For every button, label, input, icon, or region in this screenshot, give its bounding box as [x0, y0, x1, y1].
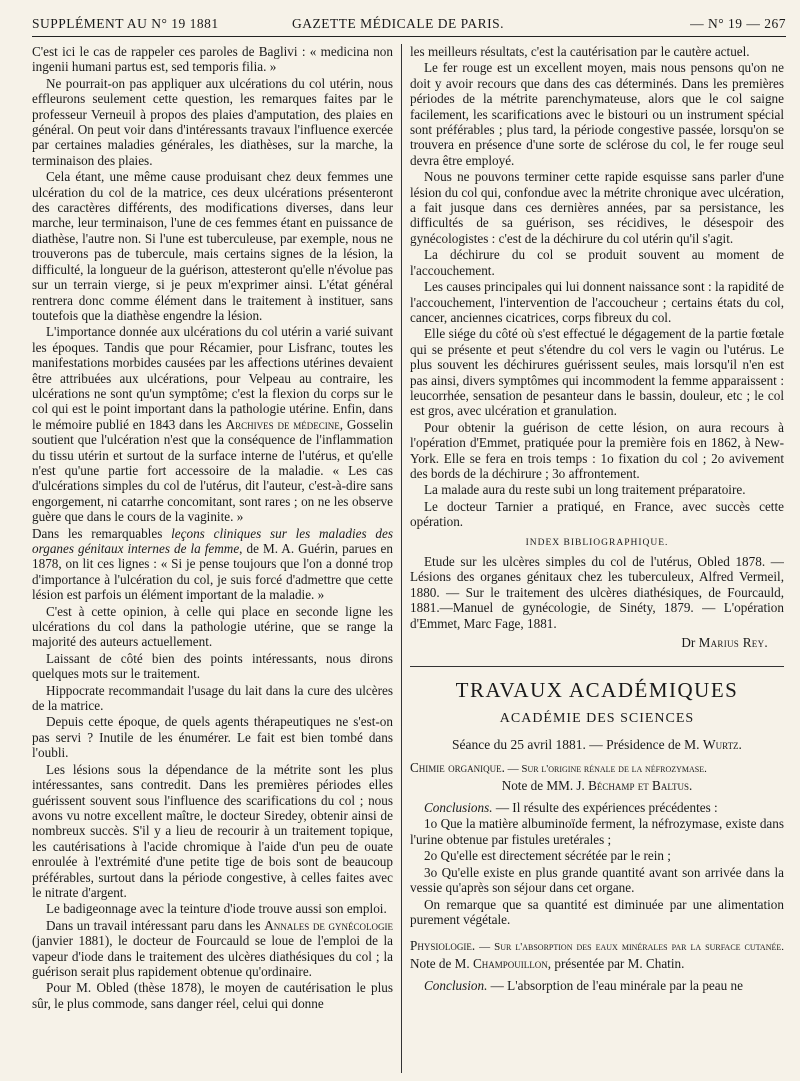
paragraph: C'est à cette opinion, à celle qui place en seconde ligne les ulcérations du col dans la pathologie utérine, que se range la majorité des auteurs actuellement.: [32, 603, 393, 650]
paragraph: Cela étant, une même cause produisant chez deux femmes une ulcération du col de la matrice, ces deux ulcérations présenteront des caractères différents, des modifications diverses, dans leur marche, leur terminaison, l'une de ces femmes étant en puissance de diathèse, l'autre non. Si l'une est tuberculeuse, par exemple, nous ne trouverons pas de tubercule, mais certains signes de la lésion, la difficulté, la longueur de la guérison, attesteront qu'elle n'évolue pas sur un terrain vierge, si je peux m'exprimer ainsi. L'état général rentrera donc comme élément dans le traitement à instituer, sans toutefois que la diathèse engendre la lésion.: [32, 169, 393, 323]
section-title: TRAVAUX ACADÉMIQUES: [455, 678, 739, 703]
paragraph: Elle siége du côté où s'est effectué le dégagement de la partie fœtale qui se présente et peut s'étendre du col vers le vagin ou l'utérus. Le plus souvent les déchirures guérissent seules, mais lorsqu'il n'en est pas ainsi, divers symptômes qui incommodent la femme apparaissent : leucorrhée, sensation de pesanteur dans le bassin, douleur, etc ; le col est gros, avec ulcération et granulation.: [410, 326, 784, 419]
paragraph: La déchirure du col se produit souvent au moment de l'accouchement.: [410, 247, 784, 278]
left-column: [32, 44, 393, 1073]
academy-title: ACADÉMIE DES SCIENCES: [499, 711, 695, 727]
paragraph: Le docteur Tarnier a pratiqué, en France, avec succès cette opération.: [410, 498, 784, 530]
right-column: [410, 44, 784, 1073]
text-run: , Gosselin soutient que l'ulcération n'est que la conséquence de l'inflammation du tissu utérin et surtout de la surface interne de l'utérus, et qu'elle n'est qu'une partie fort accessoire de la maladie. « Les cas d'ulcérations simples du col de l'utérus, dit l'auteur, c'est-à-dire sans engorgement, ni catarrhe concomitant, sont rares ; on ne les observe guère que dans le cours de la vaginite. »: [32, 416, 393, 525]
author-signature: [410, 635, 784, 650]
signature-prefix: Dr: [681, 635, 696, 651]
paragraph: Le fer rouge est un excellent moyen, mais nous pensons qu'on ne doit y avoir recours que dans des cas déterminés. Dans les premières périodes de la métrite parenchymateuse, alors que le col saigne facilement, les scarifications avec le bistouri ou un instrument spécial sont préférables ; plus tard, la période congestive passée, lorsqu'on se trouvera en présence d'une sorte de sclérose du col, le fer rouge seul devra être employé.: [410, 60, 784, 168]
signature-name: Marius Rey.: [698, 635, 768, 651]
author-name: Champouillon: [473, 955, 548, 971]
paragraph: Ne pourrait-on pas appliquer aux ulcérations du col utérin, nous effleurons seulement cette question, les remarques faites par le professeur Verneuil à propos des plaies d'amputation, des plaies en général. On peut voir dans d'intéressants travaux l'influence exercée par certaines maladies générales, les diathèses, sur la marche, la terminaison des plaies.: [32, 75, 393, 168]
section-divider: [410, 666, 784, 667]
header-page-number: — N° 19 — 267: [690, 16, 786, 31]
text-run: , présentée par M. Chatin.: [547, 955, 685, 971]
index-title: INDEX BIBLIOGRAPHIQUE.: [525, 537, 669, 548]
topic-label: Chimie organique.: [410, 760, 505, 776]
paragraph: Depuis cette époque, de quels agents thérapeutiques ne s'est-on pas servi ? Inutile de les énumérer. Le fait est bien tombé dans l'oubli.: [32, 714, 393, 761]
book-title: leçons cliniques sur les maladies des organes génitaux internes de la femme: [32, 525, 393, 556]
paragraph: Laissant de côté bien des points intéressants, nous dirons quelques mots sur le traitement.: [32, 650, 393, 682]
column-divider: [401, 44, 402, 1073]
spacer: [410, 928, 784, 934]
paragraph: 3o Qu'elle existe en plus grande quantité avant son arrivée dans la vessie qu'après son séjour dans cet organe.: [410, 864, 784, 896]
authors: Béchamp et Baltus.: [588, 777, 693, 793]
text-run: L'importance donnée aux ulcérations du col utérin a varié suivant les époques. Tandis que pour Récamier, pour Lisfranc, toutes les manifestations morbides causées par les affections utérines devaient être attribuées aux ulcérations, pour Velpeau au contraire, les ulcérations ne sont qu'un symptôme; c'est la flexion du corps sur le col qui est le point important dans la pathologie utérine. Enfin, dans le mémoire publié en 1843 dans les: [32, 324, 393, 432]
paragraph: On remarque que sa quantité est diminuée par une alimentation purement végétale.: [410, 896, 784, 927]
paragraph: [410, 800, 784, 815]
text-run: — Il résulte des expériences précédentes :: [492, 800, 718, 816]
physio-heading: [410, 938, 784, 971]
chimie-heading: [410, 760, 784, 793]
paragraph: 1o Que la matière albuminoïde ferment, la néfrozymase, existe dans l'urine obtenue par fistules uretérales ;: [410, 816, 784, 847]
paragraph: Les lésions sous la dépendance de la métrite sont les plus intéressantes, sans contredit. Dans les premières périodes elles guérissent souvent sous l'influence des scarifications du col ; nous avons vu notre excellent maître, le docteur Siredey, obtenir ainsi de nombreux succès. S'il y a lieu de recourir à un traitement topique, les cautérisations à l'acide chromique à l'aide d'un peu de ouate enroulée à l'extrémité d'une petite tige de bois sont de beaucoup préférables, surtout dans la période congestive, à celles faites avec le nitrate d'argent.: [32, 761, 393, 900]
paragraph: Pour M. Obled (thèse 1878), le moyen de cautérisation le plus sûr, le plus commode, sans danger réel, celui qui donne: [32, 980, 393, 1011]
bibliography: Etude sur les ulcères simples du col de l'utérus, Obled 1878. — Lésions des organes génitaux chez les tuberculeux, Alfred Vermeil, 1880. — Sur le traitement des ulcères diathésiques, de Fourcauld, 1881.—Manuel de gynécologie, de Sinéty, 1879. — L'opération d'Emmet, Marc Fage, 1881.: [410, 554, 784, 631]
paragraph: Les causes principales qui lui donnent naissance sont : la rapidité de l'accouchement, l'intervention de l'accoucheur ; certains états du col, cancer, anciennes cicatrices, corps fibreux du col.: [410, 279, 784, 325]
text-run: Séance du 25 avril 1881. — Présidence de M.: [452, 736, 700, 752]
paragraph: 2o Qu'elle est directement sécrétée par le rein ;: [424, 848, 671, 864]
text-run: , de M. A. Guérin, parues en 1878, on lit ces lignes : « Si je pense toujours que l'on a donné trop d'importance à l'ulcération du col, je suis forcé d'admettre que cette lésion est parfois un élément important de la maladie. »: [32, 541, 393, 603]
paragraph: [410, 978, 784, 993]
paragraph: Nous ne pouvons terminer cette rapide esquisse sans parler d'une lésion du col qui, confondue avec la métrite chronique avec ulcération, a fait jusque dans ces dernières années, par sa persistance, les difficultés de sa guérison, ses récidives, le désespoir des gynécologistes : c'est de la déchirure du col utérin qu'il s'agit.: [410, 169, 784, 246]
topic-label: Physiologie.: [410, 938, 476, 954]
topic-note: [410, 778, 784, 793]
seance-line: [410, 737, 784, 752]
header-journal-title: GAZETTE MÉDICALE DE PARIS.: [292, 16, 504, 31]
text-run: (janvier 1881), le docteur de Fourcauld se loue de l'emploi de la vapeur d'iode dans le traitement des ulcères diathésiques du col ; la guérison serait plus rapidement obtenue qu'ordinaire.: [32, 933, 393, 979]
paragraph: Hippocrate recommandait l'usage du lait dans la cure des ulcères de la matrice.: [32, 682, 393, 714]
paragraph: [32, 324, 393, 524]
paragraph: La malade aura du reste subi un long traitement préparatoire.: [424, 482, 746, 498]
header-supplement: SUPPLÉMENT AU N° 19 1881: [32, 16, 219, 31]
paragraph: [32, 526, 393, 603]
journal-name: Annales de gynécologie: [264, 917, 393, 933]
topic-title: — Sur l'absorption des eaux minérales par la surface cutanée.: [475, 941, 784, 954]
paragraph: Pour obtenir la guérison de cette lésion, on aura recours à l'opération d'Emmet, pratiquée pour la première fois en 1862, à New-York. Elle se fera en trois temps : 1o fixation du col ; 2o avivement des bords de la déchirure ; 3o affrontement.: [410, 419, 784, 481]
paragraph: C'est ici le cas de rappeler ces paroles de Baglivi : « medicina non ingenii humani partus est, sed temporis filia. »: [32, 44, 393, 75]
page-header: [32, 10, 786, 37]
conclusions-label: Conclusions.: [424, 800, 493, 816]
topic-title: — Sur l'origine rénale de la néfrozymase.: [504, 763, 707, 776]
paragraph: les meilleurs résultats, c'est la cautérisation par le cautère actuel.: [410, 44, 750, 59]
text-run: Dans un travail intéressant paru dans les: [46, 917, 261, 933]
president-name: Wurtz.: [702, 736, 742, 752]
text-run: Note de M.: [410, 955, 470, 971]
text-run: Dans les remarquables: [32, 525, 163, 541]
paragraph: [32, 918, 393, 980]
text-run: — L'absorption de l'eau minérale par la peau ne: [487, 978, 743, 994]
text-run: Note de MM. J.: [501, 777, 585, 793]
journal-name: Archives de médecine: [225, 416, 340, 432]
conclusion-label: Conclusion.: [424, 978, 488, 994]
paragraph: Le badigeonnage avec la teinture d'iode trouve aussi son emploi.: [46, 901, 387, 917]
